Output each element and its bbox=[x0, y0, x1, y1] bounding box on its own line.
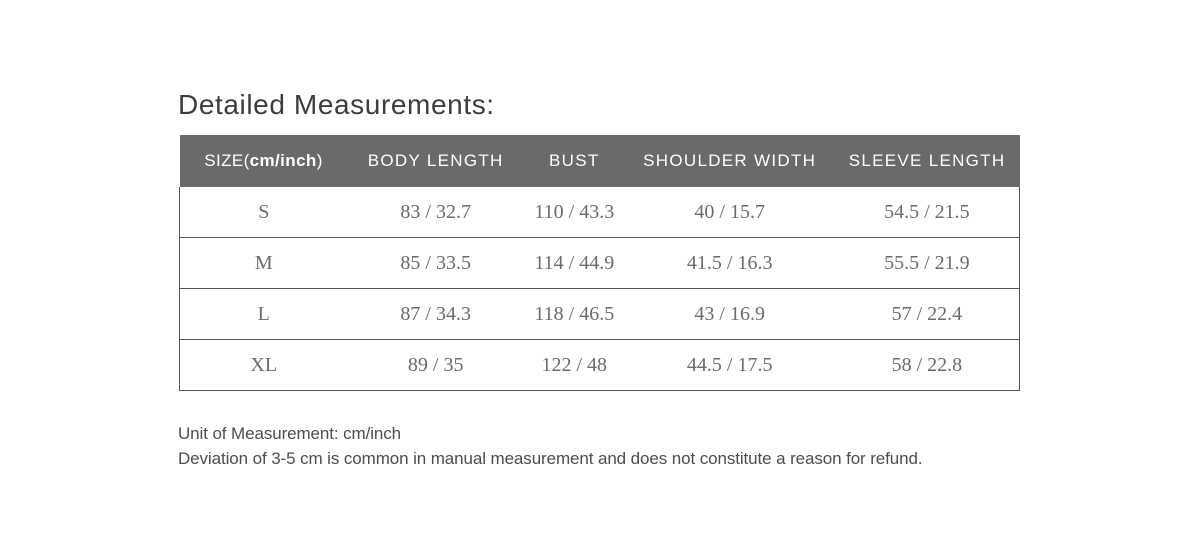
column-header-bust: BUST bbox=[524, 135, 625, 187]
bust-cell: 110 / 43.3 bbox=[524, 187, 625, 238]
body-length-cell: 87 / 34.3 bbox=[348, 289, 524, 340]
deviation-note: Deviation of 3-5 cm is common in manual measurement and does not constitute a reason for refund. bbox=[178, 449, 923, 468]
shoulder-width-cell: 43 / 16.9 bbox=[625, 289, 835, 340]
column-header-body-length: BODY LENGTH bbox=[348, 135, 524, 187]
sleeve-length-cell: 55.5 / 21.9 bbox=[835, 238, 1020, 289]
size-header-suffix: ) bbox=[316, 151, 323, 170]
measurement-notes bbox=[178, 421, 922, 471]
body-length-cell: 85 / 33.5 bbox=[348, 238, 524, 289]
sleeve-length-cell: 54.5 / 21.5 bbox=[835, 187, 1020, 238]
sleeve-length-cell: 57 / 22.4 bbox=[835, 289, 1020, 340]
size-header-prefix: SIZE( bbox=[204, 151, 250, 170]
size-cell: XL bbox=[180, 340, 348, 391]
bust-cell: 114 / 44.9 bbox=[524, 238, 625, 289]
table-row-size-l bbox=[180, 289, 1020, 340]
shoulder-width-cell: 40 / 15.7 bbox=[625, 187, 835, 238]
shoulder-width-cell: 41.5 / 16.3 bbox=[625, 238, 835, 289]
table-row-size-m bbox=[180, 238, 1020, 289]
size-header-unit: cm/inch bbox=[249, 151, 317, 170]
size-cell: S bbox=[180, 187, 348, 238]
size-cell: M bbox=[180, 238, 348, 289]
table-row-size-xl bbox=[180, 340, 1020, 391]
table-row-size-s bbox=[180, 187, 1020, 238]
bust-cell: 122 / 48 bbox=[524, 340, 625, 391]
size-chart-header-row bbox=[180, 135, 1020, 187]
sleeve-length-cell: 58 / 22.8 bbox=[835, 340, 1020, 391]
shoulder-width-cell: 44.5 / 17.5 bbox=[625, 340, 835, 391]
body-length-cell: 83 / 32.7 bbox=[348, 187, 524, 238]
size-cell: L bbox=[180, 289, 348, 340]
unit-note: Unit of Measurement: cm/inch bbox=[178, 424, 402, 443]
bust-cell: 118 / 46.5 bbox=[524, 289, 625, 340]
size-chart-table bbox=[179, 135, 1020, 391]
column-header-size bbox=[180, 135, 348, 187]
column-header-sleeve-length: SLEEVE LENGTH bbox=[835, 135, 1020, 187]
column-header-shoulder-width: SHOULDER WIDTH bbox=[625, 135, 835, 187]
body-length-cell: 89 / 35 bbox=[348, 340, 524, 391]
page-title: Detailed Measurements: bbox=[178, 88, 495, 120]
